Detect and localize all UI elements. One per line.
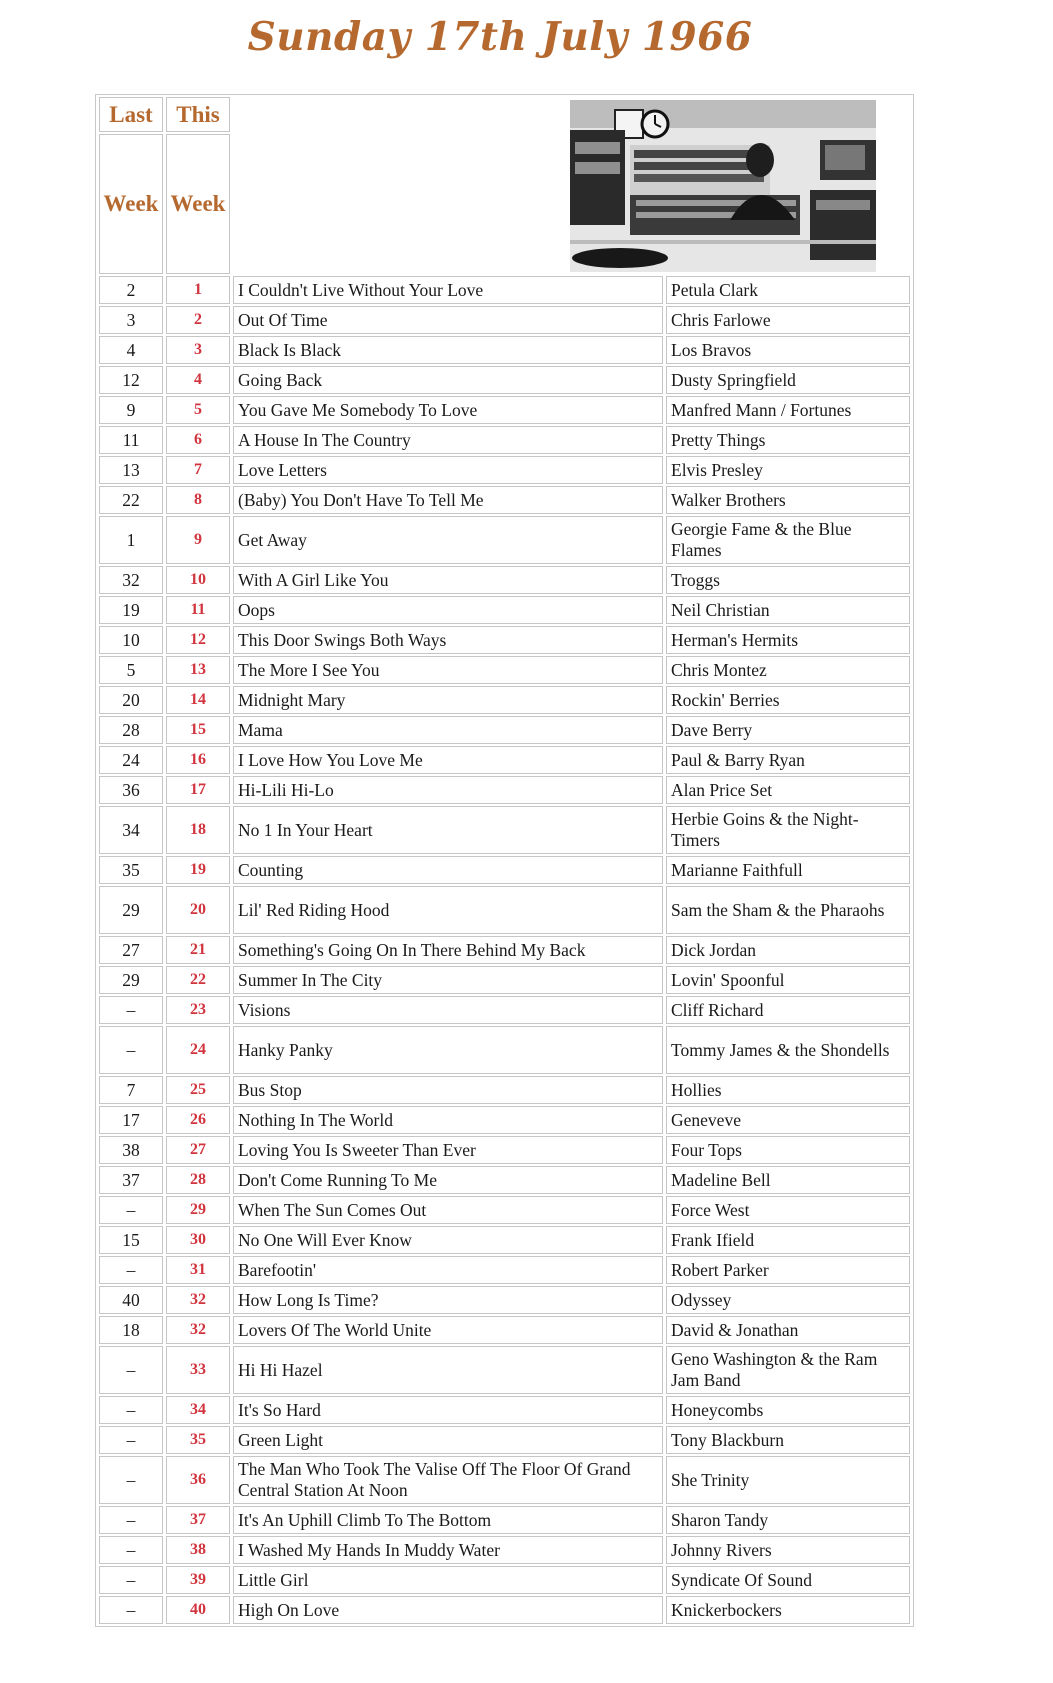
artist-cell: Force West bbox=[666, 1196, 910, 1224]
last-week-cell: 7 bbox=[99, 1076, 163, 1104]
position-cell: 28 bbox=[166, 1166, 230, 1194]
artist-cell: Robert Parker bbox=[666, 1256, 910, 1284]
artist-cell: Petula Clark bbox=[666, 276, 910, 304]
last-week-cell: 13 bbox=[99, 456, 163, 484]
artist-cell: Manfred Mann / Fortunes bbox=[666, 396, 910, 424]
last-week-cell: 2 bbox=[99, 276, 163, 304]
song-title-cell: Counting bbox=[233, 856, 663, 884]
artist-cell: Tony Blackburn bbox=[666, 1426, 910, 1454]
last-week-cell: 10 bbox=[99, 626, 163, 654]
position-cell: 6 bbox=[166, 426, 230, 454]
position-cell: 30 bbox=[166, 1226, 230, 1254]
song-title-cell: Get Away bbox=[233, 516, 663, 564]
position-cell: 17 bbox=[166, 776, 230, 804]
chart-row bbox=[99, 1196, 910, 1224]
last-week-cell: 28 bbox=[99, 716, 163, 744]
chart-row bbox=[99, 1286, 910, 1314]
chart-row bbox=[99, 1166, 910, 1194]
chart-row bbox=[99, 1596, 910, 1624]
song-title-cell: Oops bbox=[233, 596, 663, 624]
artist-cell: Elvis Presley bbox=[666, 456, 910, 484]
chart-row bbox=[99, 806, 910, 854]
song-title-cell: Something's Going On In There Behind My Back bbox=[233, 936, 663, 964]
artist-cell: David & Jonathan bbox=[666, 1316, 910, 1344]
position-cell: 39 bbox=[166, 1566, 230, 1594]
last-week-cell: 34 bbox=[99, 806, 163, 854]
song-title-cell: Out Of Time bbox=[233, 306, 663, 334]
artist-cell: Troggs bbox=[666, 566, 910, 594]
artist-cell: Herman's Hermits bbox=[666, 626, 910, 654]
position-cell: 9 bbox=[166, 516, 230, 564]
last-week-cell: 1 bbox=[99, 516, 163, 564]
last-week-cell: 17 bbox=[99, 1106, 163, 1134]
last-week-cell: 27 bbox=[99, 936, 163, 964]
header-last-week: Week bbox=[99, 134, 163, 274]
last-week-cell: 32 bbox=[99, 566, 163, 594]
position-cell: 24 bbox=[166, 1026, 230, 1074]
position-cell: 12 bbox=[166, 626, 230, 654]
song-title-cell: With A Girl Like You bbox=[233, 566, 663, 594]
song-title-cell: It's An Uphill Climb To The Bottom bbox=[233, 1506, 663, 1534]
position-cell: 35 bbox=[166, 1426, 230, 1454]
position-cell: 14 bbox=[166, 686, 230, 714]
last-week-cell: 18 bbox=[99, 1316, 163, 1344]
chart-row bbox=[99, 626, 910, 654]
artist-cell: Dusty Springfield bbox=[666, 366, 910, 394]
song-title-cell: Love Letters bbox=[233, 456, 663, 484]
artist-cell: Sam the Sham & the Pharaohs bbox=[666, 886, 910, 934]
position-cell: 29 bbox=[166, 1196, 230, 1224]
song-title-cell: Hanky Panky bbox=[233, 1026, 663, 1074]
artist-cell: Rockin' Berries bbox=[666, 686, 910, 714]
position-cell: 8 bbox=[166, 486, 230, 514]
song-title-cell: Little Girl bbox=[233, 1566, 663, 1594]
artist-cell: Neil Christian bbox=[666, 596, 910, 624]
chart-row bbox=[99, 746, 910, 774]
artist-cell: Frank Ifield bbox=[666, 1226, 910, 1254]
chart-row bbox=[99, 1026, 910, 1074]
last-week-cell: 36 bbox=[99, 776, 163, 804]
song-title-cell: When The Sun Comes Out bbox=[233, 1196, 663, 1224]
last-week-cell: 3 bbox=[99, 306, 163, 334]
chart-table bbox=[95, 94, 914, 1627]
song-title-cell: Green Light bbox=[233, 1426, 663, 1454]
song-title-cell: Black Is Black bbox=[233, 336, 663, 364]
chart-row bbox=[99, 1136, 910, 1164]
position-cell: 3 bbox=[166, 336, 230, 364]
last-week-cell: 40 bbox=[99, 1286, 163, 1314]
chart-row bbox=[99, 1396, 910, 1424]
last-week-cell: 35 bbox=[99, 856, 163, 884]
last-week-cell: – bbox=[99, 1396, 163, 1424]
position-cell: 5 bbox=[166, 396, 230, 424]
artist-cell: Alan Price Set bbox=[666, 776, 910, 804]
artist-cell: Lovin' Spoonful bbox=[666, 966, 910, 994]
song-title-cell: The More I See You bbox=[233, 656, 663, 684]
position-cell: 36 bbox=[166, 1456, 230, 1504]
position-cell: 10 bbox=[166, 566, 230, 594]
chart-row bbox=[99, 366, 910, 394]
artist-cell: Georgie Fame & the Blue Flames bbox=[666, 516, 910, 564]
chart-row bbox=[99, 1426, 910, 1454]
artist-cell: Honeycombs bbox=[666, 1396, 910, 1424]
song-title-cell: Hi-Lili Hi-Lo bbox=[233, 776, 663, 804]
position-cell: 38 bbox=[166, 1536, 230, 1564]
song-title-cell: Lil' Red Riding Hood bbox=[233, 886, 663, 934]
artist-cell: Sharon Tandy bbox=[666, 1506, 910, 1534]
song-title-cell: Summer In The City bbox=[233, 966, 663, 994]
artist-cell: Pretty Things bbox=[666, 426, 910, 454]
last-week-cell: 12 bbox=[99, 366, 163, 394]
song-title-cell: Loving You Is Sweeter Than Ever bbox=[233, 1136, 663, 1164]
position-cell: 11 bbox=[166, 596, 230, 624]
dj-studio-image bbox=[570, 100, 876, 272]
chart-row bbox=[99, 596, 910, 624]
chart-row bbox=[99, 486, 910, 514]
song-title-cell: How Long Is Time? bbox=[233, 1286, 663, 1314]
song-title-cell: Midnight Mary bbox=[233, 686, 663, 714]
artist-cell: Johnny Rivers bbox=[666, 1536, 910, 1564]
header-this: This bbox=[166, 97, 230, 132]
last-week-cell: – bbox=[99, 1256, 163, 1284]
position-cell: 16 bbox=[166, 746, 230, 774]
last-week-cell: 5 bbox=[99, 656, 163, 684]
artist-cell: She Trinity bbox=[666, 1456, 910, 1504]
last-week-cell: 9 bbox=[99, 396, 163, 424]
artist-cell: Four Tops bbox=[666, 1136, 910, 1164]
song-title-cell: Lovers Of The World Unite bbox=[233, 1316, 663, 1344]
last-week-cell: 29 bbox=[99, 966, 163, 994]
position-cell: 22 bbox=[166, 966, 230, 994]
position-cell: 13 bbox=[166, 656, 230, 684]
position-cell: 40 bbox=[166, 1596, 230, 1624]
artist-cell: Knickerbockers bbox=[666, 1596, 910, 1624]
header-this-week: Week bbox=[166, 134, 230, 274]
song-title-cell: Barefootin' bbox=[233, 1256, 663, 1284]
song-title-cell: Bus Stop bbox=[233, 1076, 663, 1104]
position-cell: 31 bbox=[166, 1256, 230, 1284]
chart-row bbox=[99, 1456, 910, 1504]
last-week-cell: 20 bbox=[99, 686, 163, 714]
position-cell: 26 bbox=[166, 1106, 230, 1134]
last-week-cell: – bbox=[99, 996, 163, 1024]
chart-row bbox=[99, 936, 910, 964]
chart-row bbox=[99, 716, 910, 744]
chart-row bbox=[99, 776, 910, 804]
chart-row bbox=[99, 656, 910, 684]
chart-row bbox=[99, 306, 910, 334]
chart-row bbox=[99, 426, 910, 454]
position-cell: 2 bbox=[166, 306, 230, 334]
last-week-cell: 29 bbox=[99, 886, 163, 934]
song-title-cell: Visions bbox=[233, 996, 663, 1024]
chart-row bbox=[99, 966, 910, 994]
song-title-cell: Going Back bbox=[233, 366, 663, 394]
last-week-cell: 15 bbox=[99, 1226, 163, 1254]
song-title-cell: No One Will Ever Know bbox=[233, 1226, 663, 1254]
last-week-cell: – bbox=[99, 1456, 163, 1504]
song-title-cell: (Baby) You Don't Have To Tell Me bbox=[233, 486, 663, 514]
last-week-cell: – bbox=[99, 1026, 163, 1074]
artist-cell: Herbie Goins & the Night-Timers bbox=[666, 806, 910, 854]
artist-cell: Madeline Bell bbox=[666, 1166, 910, 1194]
chart-row bbox=[99, 456, 910, 484]
chart-row bbox=[99, 1106, 910, 1134]
song-title-cell: No 1 In Your Heart bbox=[233, 806, 663, 854]
artist-cell: Geneveve bbox=[666, 1106, 910, 1134]
studio-photo bbox=[570, 100, 876, 272]
song-title-cell: Hi Hi Hazel bbox=[233, 1346, 663, 1394]
last-week-cell: – bbox=[99, 1506, 163, 1534]
last-week-cell: 37 bbox=[99, 1166, 163, 1194]
chart-row bbox=[99, 1256, 910, 1284]
position-cell: 19 bbox=[166, 856, 230, 884]
last-week-cell: – bbox=[99, 1346, 163, 1394]
artist-cell: Walker Brothers bbox=[666, 486, 910, 514]
last-week-cell: 19 bbox=[99, 596, 163, 624]
chart-row bbox=[99, 1226, 910, 1254]
artist-cell: Hollies bbox=[666, 1076, 910, 1104]
chart-row bbox=[99, 276, 910, 304]
song-title-cell: I Couldn't Live Without Your Love bbox=[233, 276, 663, 304]
chart-row bbox=[99, 856, 910, 884]
last-week-cell: 38 bbox=[99, 1136, 163, 1164]
chart-row bbox=[99, 886, 910, 934]
header-last: Last bbox=[99, 97, 163, 132]
position-cell: 34 bbox=[166, 1396, 230, 1424]
song-title-cell: It's So Hard bbox=[233, 1396, 663, 1424]
chart-row bbox=[99, 1316, 910, 1344]
last-week-cell: 11 bbox=[99, 426, 163, 454]
position-cell: 4 bbox=[166, 366, 230, 394]
song-title-cell: A House In The Country bbox=[233, 426, 663, 454]
chart-row bbox=[99, 996, 910, 1024]
position-cell: 1 bbox=[166, 276, 230, 304]
chart-row bbox=[99, 1506, 910, 1534]
song-title-cell: I Washed My Hands In Muddy Water bbox=[233, 1536, 663, 1564]
position-cell: 32 bbox=[166, 1316, 230, 1344]
song-title-cell: This Door Swings Both Ways bbox=[233, 626, 663, 654]
artist-cell: Chris Farlowe bbox=[666, 306, 910, 334]
chart-row bbox=[99, 336, 910, 364]
position-cell: 27 bbox=[166, 1136, 230, 1164]
artist-cell: Marianne Faithfull bbox=[666, 856, 910, 884]
last-week-cell: 24 bbox=[99, 746, 163, 774]
chart-row bbox=[99, 516, 910, 564]
artist-cell: Paul & Barry Ryan bbox=[666, 746, 910, 774]
artist-cell: Syndicate Of Sound bbox=[666, 1566, 910, 1594]
artist-cell: Los Bravos bbox=[666, 336, 910, 364]
song-title-cell: You Gave Me Somebody To Love bbox=[233, 396, 663, 424]
position-cell: 32 bbox=[166, 1286, 230, 1314]
position-cell: 23 bbox=[166, 996, 230, 1024]
artist-cell: Dick Jordan bbox=[666, 936, 910, 964]
last-week-cell: – bbox=[99, 1536, 163, 1564]
chart-row bbox=[99, 396, 910, 424]
artist-cell: Tommy James & the Shondells bbox=[666, 1026, 910, 1074]
chart-grid bbox=[96, 95, 913, 1626]
position-cell: 18 bbox=[166, 806, 230, 854]
position-cell: 15 bbox=[166, 716, 230, 744]
song-title-cell: The Man Who Took The Valise Off The Floor Of Grand Central Station At Noon bbox=[233, 1456, 663, 1504]
position-cell: 21 bbox=[166, 936, 230, 964]
song-title-cell: Nothing In The World bbox=[233, 1106, 663, 1134]
position-cell: 37 bbox=[166, 1506, 230, 1534]
song-title-cell: High On Love bbox=[233, 1596, 663, 1624]
last-week-cell: – bbox=[99, 1196, 163, 1224]
photo-cell bbox=[233, 97, 910, 274]
chart-row bbox=[99, 566, 910, 594]
position-cell: 33 bbox=[166, 1346, 230, 1394]
chart-row bbox=[99, 1536, 910, 1564]
artist-cell: Dave Berry bbox=[666, 716, 910, 744]
artist-cell: Geno Washington & the Ram Jam Band bbox=[666, 1346, 910, 1394]
last-week-cell: – bbox=[99, 1426, 163, 1454]
chart-row bbox=[99, 1346, 910, 1394]
last-week-cell: 4 bbox=[99, 336, 163, 364]
position-cell: 7 bbox=[166, 456, 230, 484]
song-title-cell: I Love How You Love Me bbox=[233, 746, 663, 774]
song-title-cell: Mama bbox=[233, 716, 663, 744]
song-title-cell: Don't Come Running To Me bbox=[233, 1166, 663, 1194]
last-week-cell: 22 bbox=[99, 486, 163, 514]
artist-cell: Chris Montez bbox=[666, 656, 910, 684]
artist-cell: Odyssey bbox=[666, 1286, 910, 1314]
last-week-cell: – bbox=[99, 1596, 163, 1624]
page-title: Sunday 17th July 1966 bbox=[247, 14, 753, 60]
artist-cell: Cliff Richard bbox=[666, 996, 910, 1024]
position-cell: 20 bbox=[166, 886, 230, 934]
chart-row bbox=[99, 686, 910, 714]
last-week-cell: – bbox=[99, 1566, 163, 1594]
chart-row bbox=[99, 1566, 910, 1594]
position-cell: 25 bbox=[166, 1076, 230, 1104]
chart-row bbox=[99, 1076, 910, 1104]
